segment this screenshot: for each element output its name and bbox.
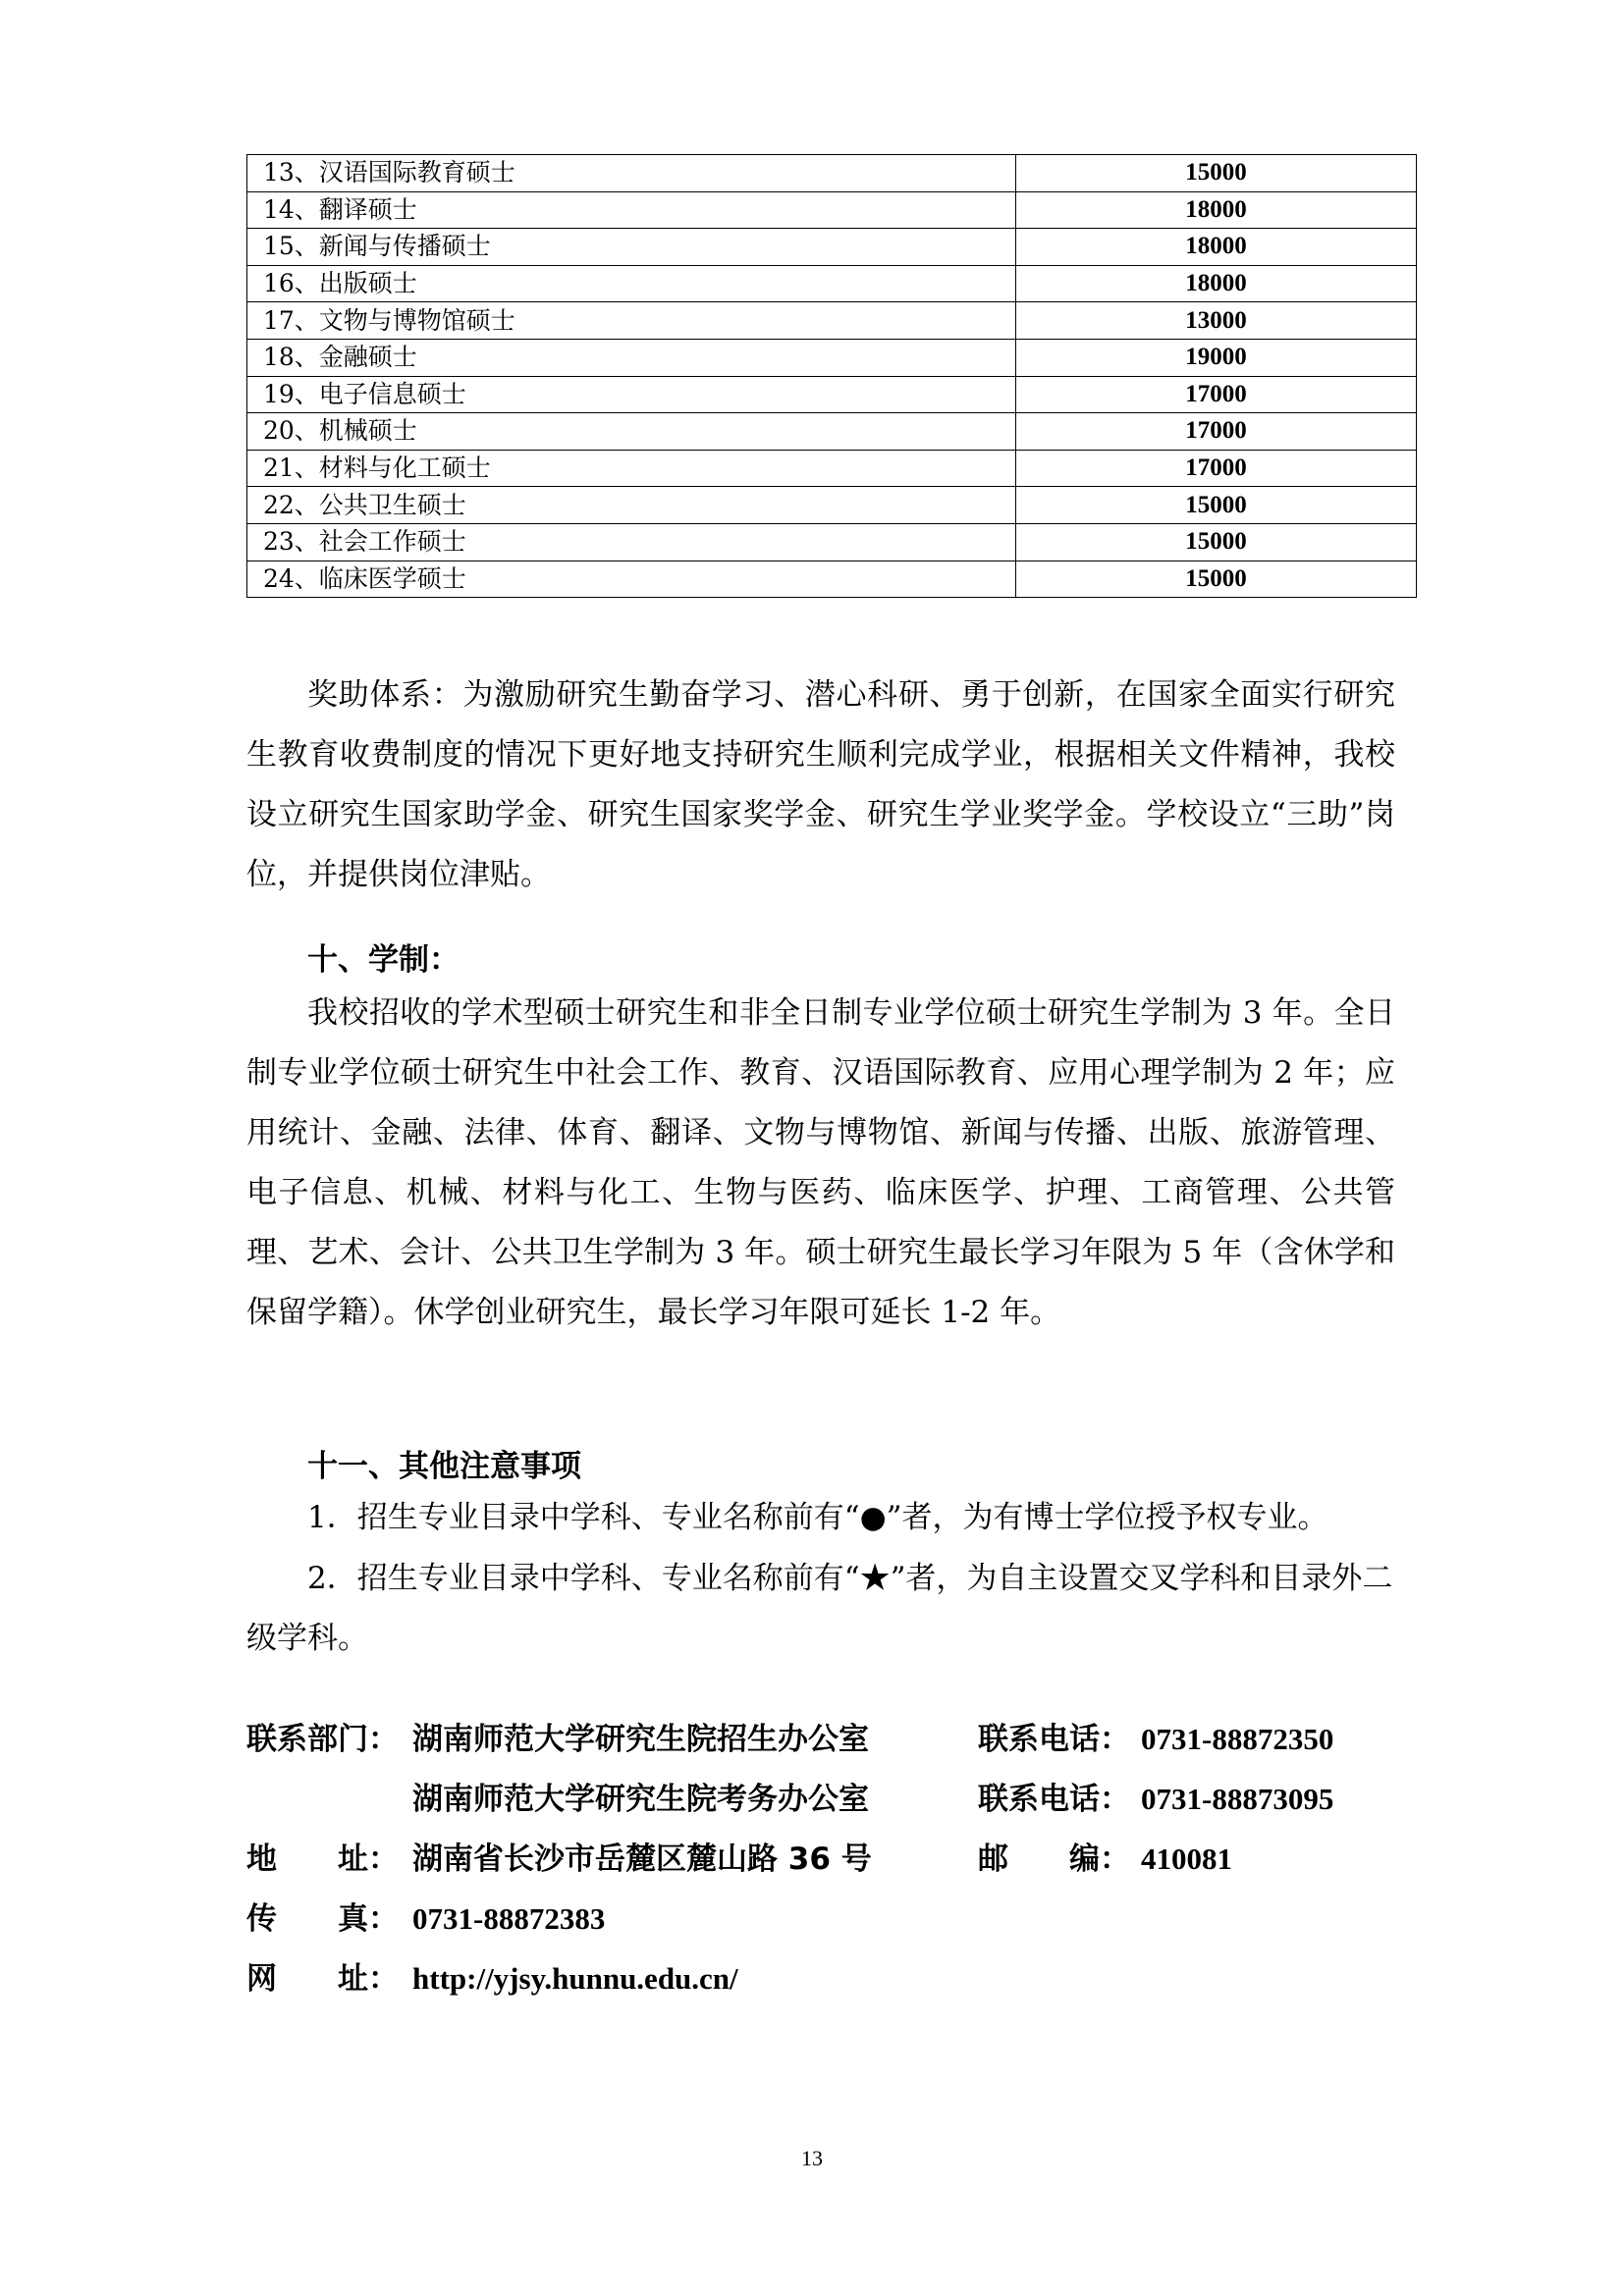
contact-fax: 0731-88872383 — [412, 1901, 606, 1936]
contact-website-link[interactable]: http://yjsy.hunnu.edu.cn/ — [412, 1961, 738, 1996]
program-name-cell: 24、临床医学硕士 — [247, 561, 1016, 598]
contact-address-label: 地 址： — [246, 1842, 399, 1877]
contact-phone-1: 0731-88872350 — [1141, 1722, 1334, 1756]
table-row — [247, 413, 1417, 451]
table-row — [247, 339, 1417, 376]
program-name-cell: 14、翻译硕士 — [247, 191, 1016, 229]
contact-phone-2: 0731-88873095 — [1141, 1782, 1334, 1816]
tuition-fee-cell: 15000 — [1016, 523, 1417, 561]
table-row — [247, 450, 1417, 487]
contact-dept-label: 联系部门： — [246, 1722, 399, 1757]
contact-dept-2: 湖南师范大学研究生院考务办公室 — [412, 1782, 869, 1817]
tuition-fee-cell: 15000 — [1016, 487, 1417, 524]
program-name-cell: 15、新闻与传播硕士 — [247, 229, 1016, 266]
contact-postcode: 410081 — [1141, 1842, 1232, 1876]
tuition-fee-cell: 13000 — [1016, 302, 1417, 340]
contact-postcode-label: 邮 编： — [978, 1842, 1130, 1877]
note-1: 1．招生专业目录中学科、专业名称前有“●”者，为有博士学位授予权专业。 — [307, 1500, 1328, 1535]
table-row — [247, 561, 1417, 598]
program-name-cell: 17、文物与博物馆硕士 — [247, 302, 1016, 340]
note-2: 2．招生专业目录中学科、专业名称前有“★”者，为自主设置交叉学科和目录外二级学科。 — [246, 1561, 1393, 1656]
tuition-fee-cell: 19000 — [1016, 339, 1417, 376]
tuition-fee-cell: 15000 — [1016, 561, 1417, 598]
contact-fax-label: 传 真： — [246, 1901, 399, 1937]
tuition-fee-cell: 17000 — [1016, 413, 1417, 451]
section-11-heading: 十一、其他注意事项 — [307, 1449, 581, 1484]
contact-phone-label-2: 联系电话： — [978, 1782, 1130, 1817]
contact-web-label: 网 址： — [246, 1961, 399, 1997]
table-row — [247, 191, 1417, 229]
table-row — [247, 302, 1417, 340]
tuition-fee-cell: 18000 — [1016, 265, 1417, 302]
table-row — [247, 487, 1417, 524]
scholarship-paragraph: 奖助体系：为激励研究生勤奋学习、潜心科研、勇于创新，在国家全面实行研究生教育收费制度的情况下更好地支持研究生顺利完成学业，根据相关文件精神，我校设立研究生国家助学金、研究生国家奖学金、研究生学业奖学金。学校设立“三助”岗位，并提供岗位津贴。 — [246, 677, 1395, 892]
table-row — [247, 376, 1417, 413]
tuition-fee-cell: 18000 — [1016, 229, 1417, 266]
section-10-paragraph: 我校招收的学术型硕士研究生和非全日制专业学位硕士研究生学制为 3 年。全日制专业学位硕士研究生中社会工作、教育、汉语国际教育、应用心理学制为 2 年；应用统计、金融、法律、体育、翻译、文物与博物馆、新闻与传播、出版、旅游管理、电子信息、机械、材料与化工、生物与医药、临床医学、护理、工商管理、公共管理、艺术、会计、公共卫生学制为 3 年。硕士研究生最长学习年限为 5 年（含休学和保留学籍）。休学创业研究生，最长学习年限可延长 1-2 年。 — [246, 995, 1395, 1330]
tuition-fee-cell: 15000 — [1016, 155, 1417, 192]
table-row — [247, 155, 1417, 192]
program-name-cell: 16、出版硕士 — [247, 265, 1016, 302]
program-name-cell: 13、汉语国际教育硕士 — [247, 155, 1016, 192]
program-name-cell: 19、电子信息硕士 — [247, 376, 1016, 413]
contact-phone-label-1: 联系电话： — [978, 1722, 1130, 1757]
table-row — [247, 229, 1417, 266]
program-name-cell: 18、金融硕士 — [247, 339, 1016, 376]
program-name-cell: 22、公共卫生硕士 — [247, 487, 1016, 524]
tuition-fee-cell: 17000 — [1016, 450, 1417, 487]
program-name-cell: 21、材料与化工硕士 — [247, 450, 1016, 487]
contact-dept-1: 湖南师范大学研究生院招生办公室 — [412, 1722, 869, 1757]
program-name-cell: 20、机械硕士 — [247, 413, 1016, 451]
section-10-heading: 十、学制： — [307, 942, 460, 978]
fee-table-body — [247, 155, 1417, 598]
program-name-cell: 23、社会工作硕士 — [247, 523, 1016, 561]
tuition-fee-cell: 18000 — [1016, 191, 1417, 229]
table-row — [247, 523, 1417, 561]
tuition-fee-table — [246, 154, 1417, 598]
tuition-fee-cell: 17000 — [1016, 376, 1417, 413]
page-number: 13 — [801, 2146, 823, 2170]
table-row — [247, 265, 1417, 302]
contact-address: 湖南省长沙市岳麓区麓山路 36 号 — [412, 1842, 872, 1877]
